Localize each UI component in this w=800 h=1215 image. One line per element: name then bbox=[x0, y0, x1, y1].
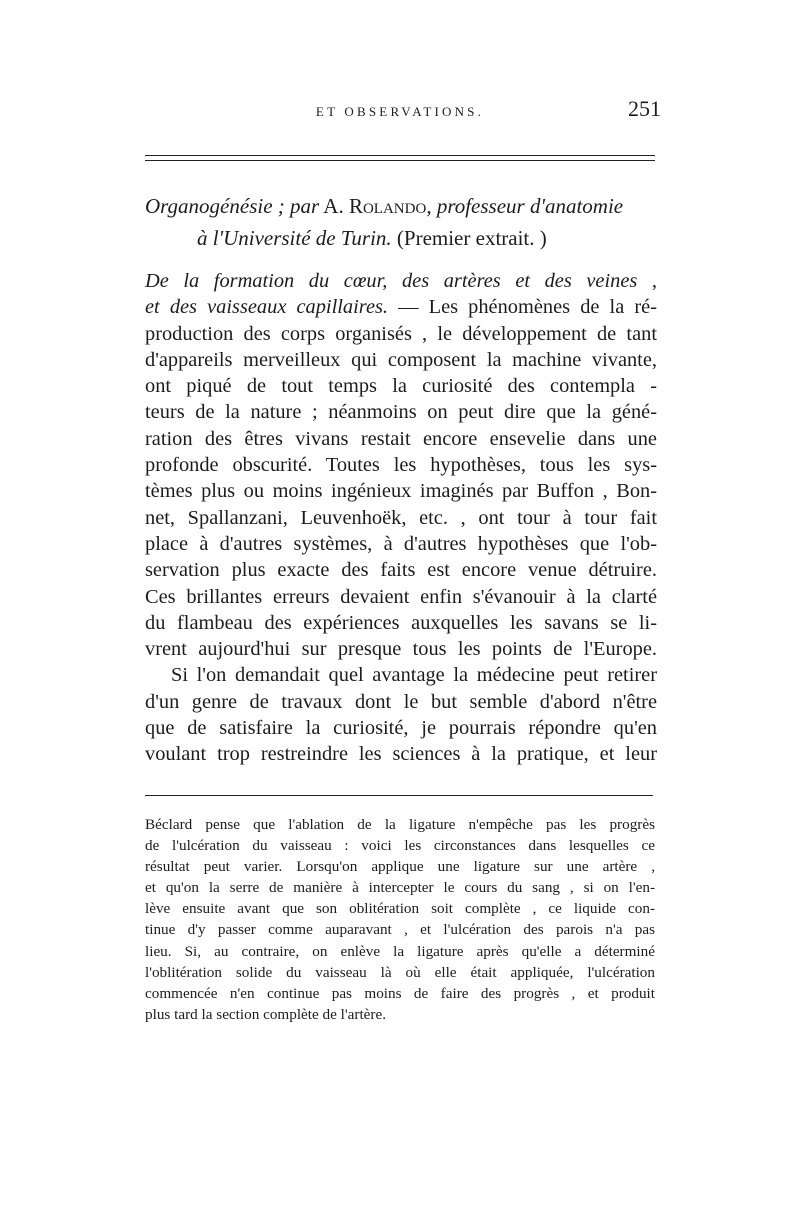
body-line-text: d'un genre de travaux dont le but semble d'abord n'être bbox=[145, 690, 657, 713]
author-initial: A. bbox=[319, 194, 349, 218]
body-line bbox=[145, 373, 657, 399]
body-line-text: du flambeau des expériences auxquelles les savans se li- bbox=[145, 611, 657, 634]
header-double-rule bbox=[145, 155, 655, 161]
body-line-text: vrent aujourd'hui sur presque tous les points de l'Europe. bbox=[145, 638, 657, 661]
body-line-text: production des corps organisés , le développement de tant bbox=[145, 322, 657, 345]
footnote-line: et qu'on la serre de manière à intercepter le cours du sang , si on l'en- bbox=[145, 879, 655, 897]
body-line bbox=[145, 426, 657, 452]
title-line-1 bbox=[145, 190, 665, 222]
author-name: Rolando bbox=[348, 194, 427, 218]
article-title bbox=[145, 190, 665, 254]
body-line bbox=[145, 689, 657, 715]
body-line-text: place à d'autres systèmes, à d'autres hypothèses que l'ob- bbox=[145, 532, 657, 555]
body-line bbox=[145, 347, 657, 373]
body-line-text: servation plus exacte des faits est encore venue détruire. bbox=[145, 559, 657, 582]
body-line-text: — Les phénomènes de la ré- bbox=[388, 296, 657, 319]
body-line bbox=[145, 531, 657, 557]
body-line-text: Ces brillantes erreurs devaient enfin s'évanouir à la clarté bbox=[145, 585, 657, 608]
body-line bbox=[145, 557, 657, 583]
footnote-line: commencée n'en continue pas moins de faire des progrès , et produit bbox=[145, 984, 655, 1002]
title-line-2 bbox=[145, 222, 665, 254]
page-number: 251 bbox=[628, 96, 661, 121]
body-line bbox=[145, 584, 657, 610]
body-line-text: d'appareils merveilleux qui composent la machine vivante, bbox=[145, 348, 657, 371]
body-line-text: ration des êtres vivans restait encore ensevelie dans une bbox=[145, 427, 657, 450]
body-line-text: Si l'on demandait quel avantage la médecine peut retirer bbox=[171, 664, 657, 687]
body-line bbox=[145, 399, 657, 425]
title-subject: Organogénésie ; par bbox=[145, 194, 320, 218]
footnote-line: lève ensuite avant que son oblitération soit complète , ce liquide con- bbox=[145, 900, 655, 918]
body-line-text: tèmes plus ou moins ingénieux imaginés par Buffon , Bon- bbox=[145, 480, 657, 503]
running-head bbox=[145, 96, 661, 126]
body-line bbox=[145, 478, 657, 504]
body-text bbox=[145, 268, 657, 768]
footnote-line: l'oblitération solide du vaisseau là où elle était appliquée, l'ulcération bbox=[145, 963, 655, 981]
footnote-line: Béclard pense que l'ablation de la ligature n'empêche pas les progrès bbox=[145, 816, 655, 833]
body-line-text: net, Spallanzani, Leuvenhoëk, etc. , ont tour à tour fait bbox=[145, 506, 657, 529]
author-university: à l'Université de Turin. bbox=[197, 226, 392, 250]
footnote bbox=[145, 814, 655, 1025]
footnote-line: tinue d'y passer comme auparavant , et l'ulcération des parois n'a pas bbox=[145, 921, 655, 939]
body-line-text: profonde obscurité. Toutes les hypothèses, tous les sys- bbox=[145, 454, 657, 477]
body-line bbox=[145, 715, 657, 741]
footnote-line: résultat peut varier. Lorsqu'on applique une ligature sur une artère , bbox=[145, 858, 655, 876]
body-line bbox=[145, 294, 657, 320]
body-line bbox=[145, 636, 657, 662]
body-line bbox=[145, 268, 657, 294]
body-line bbox=[145, 452, 657, 478]
body-line bbox=[145, 321, 657, 347]
body-line-text: que de satisfaire la curiosité, je pourrais répondre qu'en bbox=[145, 717, 657, 740]
body-line-text: teurs de la nature ; néanmoins on peut dire que la géné- bbox=[145, 401, 657, 424]
body-line-text: voulant trop restreindre les sciences à la pratique, et leur bbox=[145, 743, 657, 766]
body-line bbox=[145, 662, 657, 688]
extract-label: (Premier extrait. ) bbox=[391, 226, 547, 250]
body-line bbox=[145, 610, 657, 636]
footnote-line: plus tard la section complète de l'artère. bbox=[145, 1005, 386, 1023]
author-title: , professeur d'anatomie bbox=[426, 194, 624, 218]
footnote-line: lieu. Si, au contraire, on enlève la ligature après qu'elle a déterminé bbox=[145, 942, 655, 960]
footnote-rule bbox=[145, 795, 653, 796]
footnote-line: de l'ulcération du vaisseau : voici les circonstances dans lesquelles ce bbox=[145, 837, 655, 855]
body-line bbox=[145, 741, 657, 767]
body-line bbox=[145, 505, 657, 531]
body-line-italic: et des vaisseaux capillaires. bbox=[145, 296, 389, 319]
body-line-italic: De la formation du cœur, des artères et des veines , bbox=[145, 270, 657, 292]
running-title: ET OBSERVATIONS. bbox=[315, 104, 485, 119]
body-line-text: ont piqué de tout temps la curiosité des contempla - bbox=[145, 375, 657, 398]
